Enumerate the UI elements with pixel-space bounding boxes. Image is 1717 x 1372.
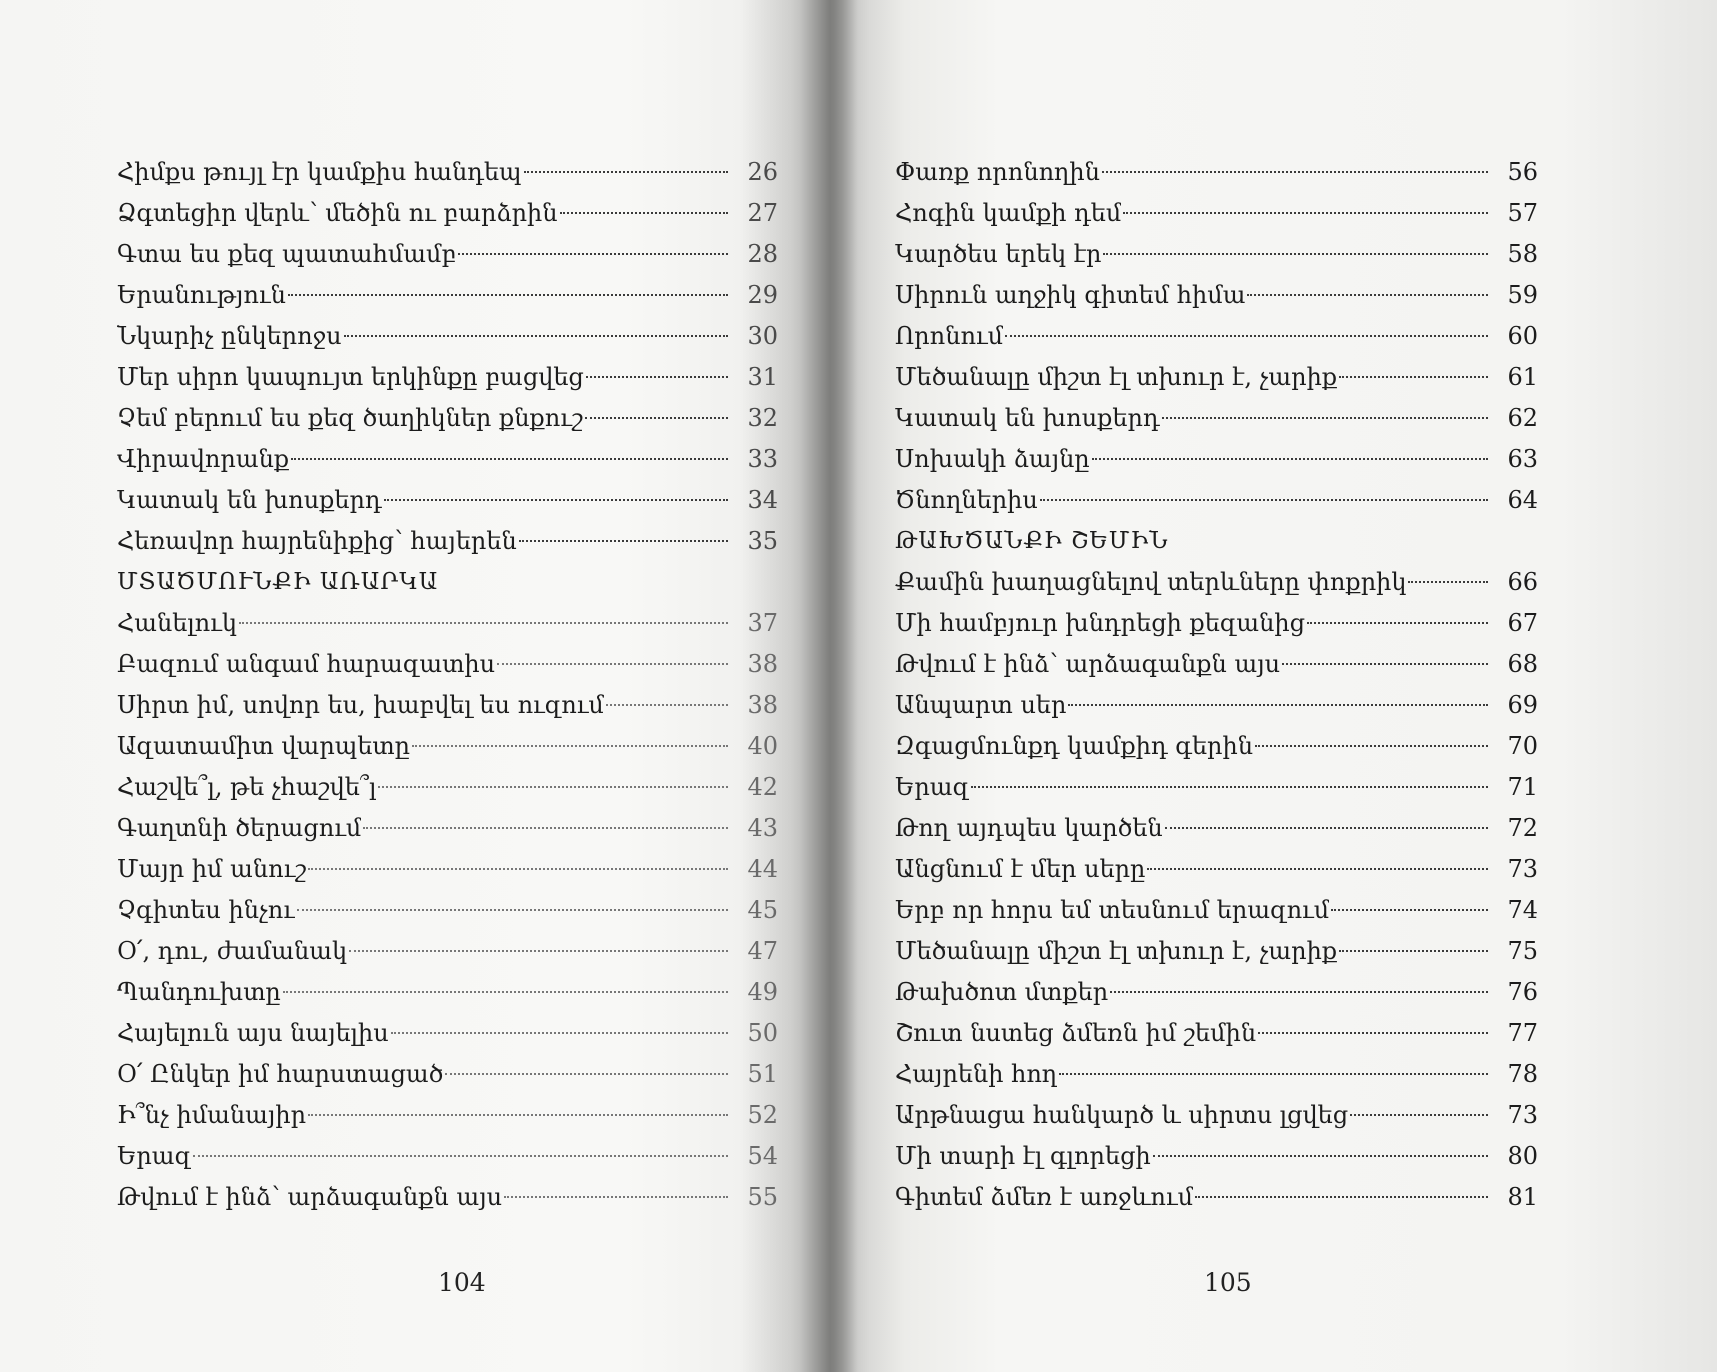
dot-leader: [585, 417, 728, 419]
toc-entry-page: 45: [747, 896, 778, 924]
toc-entry-title: Անպարտ սեր: [895, 691, 1067, 719]
dot-leader: [971, 786, 1488, 788]
toc-entry-page: 47: [747, 937, 778, 965]
dot-leader: [1147, 868, 1488, 870]
toc-entry-page: 31: [747, 363, 778, 391]
toc-entry-page: 55: [747, 1183, 778, 1211]
toc-entry-page: 56: [1507, 158, 1538, 186]
dot-leader: [344, 335, 728, 337]
dot-leader: [1331, 909, 1488, 911]
toc-entry: [895, 562, 1538, 603]
dot-leader: [193, 1155, 728, 1157]
toc-entry-page: 59: [1507, 281, 1538, 309]
toc-entry: [117, 644, 778, 685]
dot-leader: [283, 991, 728, 993]
toc-entry-title: Թախծոտ մտքեր: [895, 978, 1109, 1006]
toc-entry: [895, 849, 1538, 890]
toc-entry-page: 32: [747, 404, 778, 432]
toc-entry: [117, 726, 778, 767]
toc-entry: [895, 1095, 1538, 1136]
toc-entry: [895, 726, 1538, 767]
toc-entry: [895, 316, 1538, 357]
toc-entry-title: Երազ: [117, 1142, 192, 1170]
toc-entry-title: Մեծանալը միշտ էլ տխուր է, չարիք: [895, 363, 1338, 391]
toc-entry: [895, 275, 1538, 316]
dot-leader: [1247, 294, 1488, 296]
toc-entry-page: 33: [747, 445, 778, 473]
toc-entry: [117, 1013, 778, 1054]
right-page: [860, 0, 1717, 1372]
toc-entry-title: Սիրուն աղջիկ գիտեմ հիմա: [895, 281, 1246, 309]
dot-leader: [1339, 950, 1488, 952]
dot-leader: [1339, 376, 1488, 378]
dot-leader: [1282, 663, 1488, 665]
toc-entry: [895, 890, 1538, 931]
toc-entry-page: 52: [747, 1101, 778, 1129]
toc-entry-title: Հոգին կամքի դեմ: [895, 199, 1122, 227]
toc-entry: [895, 398, 1538, 439]
dot-leader: [1123, 212, 1488, 214]
dot-leader: [1408, 581, 1488, 583]
toc-entry-page: 58: [1507, 240, 1538, 268]
toc-entry-title: Հայրենի հող: [895, 1060, 1058, 1088]
toc-entry-page: 38: [747, 691, 778, 719]
toc-entry-title: Հանելուկ: [117, 609, 237, 637]
toc-entry-page: 51: [747, 1060, 778, 1088]
dot-leader: [297, 909, 728, 911]
dot-leader: [458, 253, 728, 255]
dot-leader: [412, 745, 728, 747]
dot-leader: [1255, 745, 1488, 747]
toc-entry: [117, 234, 778, 275]
toc-entry-title: Երանություն: [117, 281, 286, 309]
toc-entry-page: 66: [1507, 568, 1538, 596]
toc-entry-page: 64: [1507, 486, 1538, 514]
dot-leader: [445, 1073, 728, 1075]
dot-leader: [1110, 991, 1488, 993]
toc-entry-page: 70: [1507, 732, 1538, 760]
dot-leader: [1162, 417, 1488, 419]
toc-entry-title: Գտա ես քեզ պատահմամբ: [117, 240, 457, 268]
toc-entry: [117, 890, 778, 931]
toc-entry: [117, 767, 778, 808]
toc-entry-title: Կատակ են խոսքերդ: [117, 486, 382, 514]
toc-entry-title: Մեր սիրո կապույտ երկինքը բացվեց: [117, 363, 584, 391]
dot-leader: [308, 868, 728, 870]
toc-entry-title: Հեռավոր հայրենիքից՝ հայերեն: [117, 527, 517, 555]
toc-entry: [117, 1136, 778, 1177]
dot-leader: [308, 1114, 728, 1116]
dot-leader: [1092, 458, 1488, 460]
toc-entry-page: 72: [1507, 814, 1538, 842]
toc-entry: [117, 521, 778, 562]
toc-entry: [117, 398, 778, 439]
dot-leader: [1068, 704, 1488, 706]
toc-entry-page: 49: [747, 978, 778, 1006]
toc-entry-page: 42: [747, 773, 778, 801]
dot-leader: [586, 376, 728, 378]
dot-leader: [1059, 1073, 1488, 1075]
dot-leader: [524, 171, 728, 173]
section-heading: ԹԱԽԾԱՆՔԻ ՇԵՄԻՆ: [895, 528, 1169, 554]
toc-entry: [895, 152, 1538, 193]
toc-entry-title: Զգացմունքդ կամքիդ գերին: [895, 732, 1253, 760]
toc-entry: [895, 685, 1538, 726]
toc-entry-page: 71: [1507, 773, 1538, 801]
toc-entry-page: 67: [1507, 609, 1538, 637]
toc-entry-page: 57: [1507, 199, 1538, 227]
toc-entry-title: Թվում է ինձ՝ արձագանքն այս: [895, 650, 1281, 678]
dot-leader: [239, 622, 728, 624]
toc-entry-page: 78: [1507, 1060, 1538, 1088]
toc-entry: [117, 316, 778, 357]
dot-leader: [1350, 1114, 1488, 1116]
toc-entry-title: Մի համբյուր խնդրեցի քեզանից: [895, 609, 1306, 637]
toc-entry-title: Սիրտ իմ, սովոր ես, խաբվել ես ուզում: [117, 691, 604, 719]
toc-entry: [895, 234, 1538, 275]
toc-entry-page: 73: [1507, 1101, 1538, 1129]
dot-leader: [1005, 335, 1488, 337]
toc-entry: [895, 972, 1538, 1013]
toc-entry-title: Ի՞նչ իմանայիր: [117, 1101, 307, 1129]
toc-entry: [117, 931, 778, 972]
toc-entry-title: Գաղտնի ծերացում: [117, 814, 362, 842]
toc-entry-title: Օ՛, դու, ժամանակ: [117, 937, 348, 965]
toc-entry: [895, 480, 1538, 521]
toc-entry: [895, 1136, 1538, 1177]
toc-entry-page: 34: [747, 486, 778, 514]
toc-entry: [117, 480, 778, 521]
toc-entry: [895, 644, 1538, 685]
toc-entry-title: Բազում անգամ հարազատիս: [117, 650, 496, 678]
toc-entry-page: 30: [747, 322, 778, 350]
dot-leader: [384, 499, 728, 501]
toc-entry-title: Չեմ բերում ես քեզ ծաղիկներ քնքուշ: [117, 404, 584, 432]
dot-leader: [391, 1032, 728, 1034]
toc-entry-title: Գիտեմ ձմեռ է առջևում: [895, 1183, 1194, 1211]
toc-entry-title: Փառք որոնողին: [895, 158, 1100, 186]
toc-entry-page: 68: [1507, 650, 1538, 678]
toc-entry-page: 69: [1507, 691, 1538, 719]
section-heading: ՄՏԱԾՄՈՒՆՔԻ ԱՌԱՐԿԱ: [117, 569, 439, 595]
toc-entry-title: Չգիտես ինչու: [117, 896, 295, 924]
toc-entry-title: Ծնողներիս: [895, 486, 1038, 514]
toc-entry-title: Հաշվե՞լ, թե չհաշվե՞լ: [117, 773, 377, 801]
dot-leader: [1103, 253, 1488, 255]
toc-entry-title: Մի տարի էլ գլորեցի: [895, 1142, 1151, 1170]
toc-entry-title: Թվում է ինձ՝ արձագանքն այս: [117, 1183, 503, 1211]
toc-entry-page: 38: [747, 650, 778, 678]
toc-entry-page: 37: [747, 609, 778, 637]
dot-leader: [291, 458, 728, 460]
toc-entry-title: Արթնացա հանկարծ և սիրտս լցվեց: [895, 1101, 1349, 1129]
toc-entry: [117, 193, 778, 234]
toc-entry-page: 44: [747, 855, 778, 883]
dot-leader: [497, 663, 728, 665]
toc-entry: [117, 685, 778, 726]
toc-entry-title: Շուտ նստեց ձմեռն իմ շեմին: [895, 1019, 1257, 1047]
toc-entry-title: Մայր իմ անուշ: [117, 855, 307, 883]
dot-leader: [519, 540, 728, 542]
toc-entry-page: 77: [1507, 1019, 1538, 1047]
left-page: [0, 0, 830, 1372]
toc-entry: [117, 603, 778, 644]
toc-entry: [895, 1013, 1538, 1054]
dot-leader: [378, 786, 728, 788]
page-number: 105: [1204, 1268, 1252, 1297]
left-toc-list: [117, 152, 778, 1218]
toc-entry-page: 60: [1507, 322, 1538, 350]
toc-entry-title: Հայելուն այս նայելիս: [117, 1019, 389, 1047]
toc-entry-page: 63: [1507, 445, 1538, 473]
toc-entry: [895, 193, 1538, 234]
toc-entry: [895, 1054, 1538, 1095]
toc-entry: [117, 1095, 778, 1136]
toc-entry-page: 35: [747, 527, 778, 555]
toc-entry: [895, 439, 1538, 480]
dot-leader: [1102, 171, 1488, 173]
toc-entry-title: Վիրավորանք: [117, 445, 290, 473]
toc-entry-page: 28: [747, 240, 778, 268]
dot-leader: [606, 704, 728, 706]
page-number: 104: [438, 1268, 486, 1297]
toc-entry: [117, 152, 778, 193]
toc-entry: [895, 603, 1538, 644]
toc-entry-title: Նկարիչ ընկերոջս: [117, 322, 342, 350]
dot-leader: [1195, 1196, 1488, 1198]
toc-entry: [117, 1177, 778, 1218]
toc-entry-title: Կարծես երեկ էր: [895, 240, 1102, 268]
toc-entry-page: 73: [1507, 855, 1538, 883]
toc-entry-page: 61: [1507, 363, 1538, 391]
toc-entry-page: 26: [747, 158, 778, 186]
toc-entry-page: 40: [747, 732, 778, 760]
toc-entry: [117, 275, 778, 316]
dot-leader: [1258, 1032, 1488, 1034]
dot-leader: [1153, 1155, 1488, 1157]
toc-entry-title: Սոխակի ձայնը: [895, 445, 1090, 473]
right-toc-list: [895, 152, 1538, 1218]
toc-entry-page: 43: [747, 814, 778, 842]
toc-entry: [895, 1177, 1538, 1218]
toc-entry-page: 76: [1507, 978, 1538, 1006]
toc-entry: [895, 931, 1538, 972]
toc-entry-title: Քամին խաղացնելով տերևները փոքրիկ: [895, 568, 1407, 596]
dot-leader: [1040, 499, 1488, 501]
toc-entry-page: 74: [1507, 896, 1538, 924]
dot-leader: [560, 212, 728, 214]
toc-entry-title: Թող այդպես կարծեն: [895, 814, 1163, 842]
toc-entry: [895, 357, 1538, 398]
toc-entry-page: 81: [1507, 1183, 1538, 1211]
dot-leader: [288, 294, 728, 296]
toc-entry-title: Ազատամիտ վարպետը: [117, 732, 410, 760]
toc-entry-title: Կատակ են խոսքերդ: [895, 404, 1160, 432]
toc-entry-page: 75: [1507, 937, 1538, 965]
dot-leader: [349, 950, 728, 952]
toc-entry-page: 50: [747, 1019, 778, 1047]
toc-entry-page: 27: [747, 199, 778, 227]
toc-entry: [895, 808, 1538, 849]
toc-entry: [117, 972, 778, 1013]
toc-entry-page: 80: [1507, 1142, 1538, 1170]
dot-leader: [363, 827, 728, 829]
toc-entry-title: Մեծանալը միշտ էլ տխուր է, չարիք: [895, 937, 1338, 965]
toc-entry: [117, 849, 778, 890]
toc-entry-title: Հիմքս թույլ էր կամքիս հանդեպ: [117, 158, 522, 186]
toc-entry: [117, 808, 778, 849]
toc-entry-page: 29: [747, 281, 778, 309]
dot-leader: [1165, 827, 1488, 829]
toc-entry: [117, 1054, 778, 1095]
toc-entry-title: Օ՛ Ընկեր իմ հարստացած: [117, 1060, 444, 1088]
toc-entry-title: Ձգտեցիր վերև՝ մեծին ու բարձրին: [117, 199, 558, 227]
dot-leader: [1307, 622, 1488, 624]
toc-entry: [117, 439, 778, 480]
toc-entry-title: Երբ որ հորս եմ տեսնում երազում: [895, 896, 1330, 924]
toc-entry: [117, 357, 778, 398]
dot-leader: [504, 1196, 728, 1198]
toc-entry-title: Երազ: [895, 773, 970, 801]
toc-entry-title: Որոնում: [895, 322, 1004, 350]
toc-entry: [895, 767, 1538, 808]
toc-entry-title: Անցնում է մեր սերը: [895, 855, 1146, 883]
toc-entry-page: 62: [1507, 404, 1538, 432]
toc-entry-title: Պանդուխտը: [117, 978, 281, 1006]
toc-entry-page: 54: [747, 1142, 778, 1170]
